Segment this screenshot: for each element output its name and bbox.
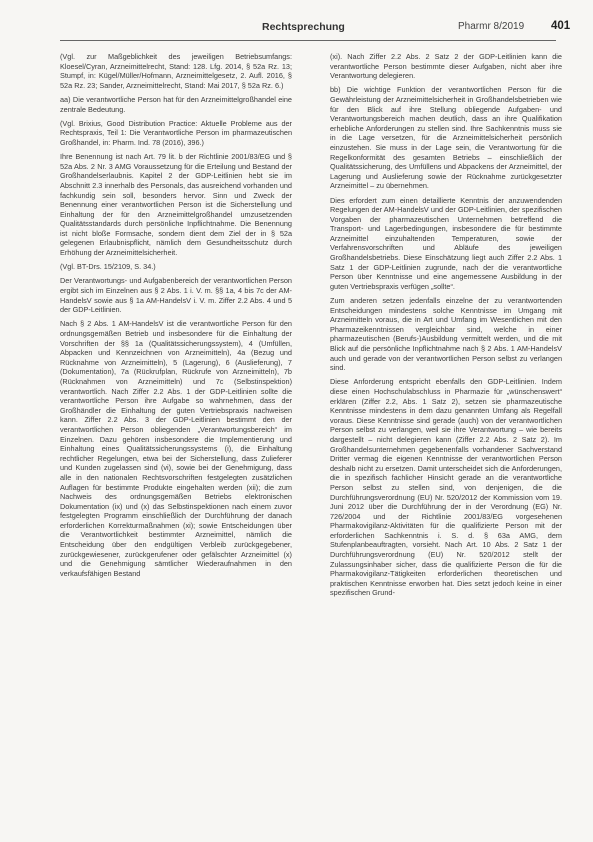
header-divider <box>60 40 556 41</box>
paragraph: (Vgl. BT-Drs. 15/2109, S. 34.) <box>60 262 156 272</box>
paragraph: Zum anderen setzen jedenfalls einzelne der zu verantwortenden Entscheidungen mindestens solche Kenntnisse im Umgang mit Arzneimitteln voraus, die in Art und Umfang im Wesentlichen mit den Pharmazeikenntnissen vergleichbar sind, welche in einer pharmazeutischen (Berufs-)Ausbildung vermittelt werden, und die mit Blick auf die persönliche Inpflichtnahme nach § 2 Abs. 1 AM-HandelsV auch und gerade von der verantwortlichen Person selbst zu verlangen sind. <box>330 296 562 373</box>
paragraph: (xi). Nach Ziffer 2.2 Abs. 2 Satz 2 der GDP-Leitlinien kann die verantwortliche Person bestimmte dieser Aufgaben, nicht aber ihre Verantwortung delegieren. <box>330 52 562 81</box>
journal-reference: Pharmr 8/2019 <box>458 21 525 32</box>
right-column <box>330 52 562 603</box>
paragraph: bb) Die wichtige Funktion der verantwortlichen Person für die Gewährleistung der Arzneimittelsicherheit in Großhandelsbetrieben wie für den Blick auf ihre Stellung obliegende Aufgaben- und Verantwortungsbereich machen deutlich, dass an ihre Qualifikation erhebliche Anforderungen zu stellen sind. Ihre Sachkenntnis muss sie in die Lage versetzen, für die Arzneimittelsicherheit persönlich einzustehen. Sie muss in der Lage sein, die Verantwortung für die Regelkonformität des gesamten Betriebs – einschließlich der Qualitätssicherung, des Umfüllens und Abpackens der Arzneimittel, der Lagerung und Auslieferung sowie der Rücknahme zurückgesetzter Arzneimittel – zu übernehmen. <box>330 85 562 191</box>
left-column <box>60 52 292 583</box>
paragraph: Ihre Benennung ist nach Art. 79 lit. b der Richtlinie 2001/83/EG und § 52a Abs. 2 Nr. 3 AMG Voraussetzung für die Erteilung und Bestand der Großhandelserlaubnis. Kapitel 2 der GDP-Leitlinien hebt sie im Abschnitt 2.3 innerhalb des Personals, das ausreichend vorhanden und fachkundig sein soll, besonders hervor. Sinn und Zweck der Benennung einer verantwortlichen Person ist die Sicherstellung und Einhaltung der für den Arzneimittelgroßhandel umzusetzenden Qualitätsstandards durch persönliche Inpflichtnahme. Die Benennung ist nicht bloße Formsache, sondern dient dem Ziel der in § 52a gelegenen Erlaubnispflicht, nämlich dem Gesundheitsschutz durch Erhöhung der Arzneimittelsicherheit. <box>60 152 292 258</box>
paragraph: Nach § 2 Abs. 1 AM-HandelsV ist die verantwortliche Person für den ordnungsgemäßen Betrieb und insbesondere für die Einhaltung der Vorschriften der §§ 1a (Qualitätssicherungssystem), 4 (Umfüllen, Abpacken und Kennzeichnen von Arzneimitteln), 4a (Bezug und Rücknahme von Arzneimitteln), 5 (Lagerung), 6 (Auslieferung), 7 (Dokumentation), 7a (Rückrufplan, Rückrufe von Arzneimitteln), 7b (Rücknahmen von Arzneimitteln) und 7c (Selbstinspektion) verantwortlich. Nach Ziffer 2.2 Abs. 1 der GDP-Leitlinien sollte die verantwortliche Person ihre Aufgabe so wahrnehmen, dass der Großhändler die Einhaltung der guten Vertriebspraxis nachweisen kann. Ziffer 2.2 Abs. 3 der GDP-Leitlinien bestimmt den der verantwortlichen Person obliegenden „Verantwortungsbereich“ im Einzelnen. Dazu gehören insbesondere die Implementierung und Einhaltung eines Qualitätssicherungssystems (i), die Einhaltung rechtlicher Regelungen, etwa bei der Sicherstellung, dass Zulieferer und Kunden zugelassen sind (vi), sowie bei der Genehmigung, dass alle in den nationalen Rechtsvorschriften festgelegten zusätzlichen Auflagen für bestimmte Produkte eingehalten werden (xii); die zum Nachweis des ordnungsgemäßen Betriebs elektronischen Dokumentation (ix) und (x) das Selbstinspektionen nach einem zuvor festgelegten Programm einschließlich der Durchführung der danach erforderlichen Korrekturmaßnahmen (xi); sowie Entscheidungen über die Verantwortlichkeit bestimmter Arzneimittel, nämlich die Entscheidung über den endgültigen Verbleib zurückgegebener, zurückgewiesener, zurückgerufener oder gefälschter Arzneimittel (x) und die Genehmigung sämtlicher Wiederaufnahmen in den verkaufsfähigen Bestand <box>60 319 292 578</box>
paragraph: Diese Anforderung entspricht ebenfalls den GDP-Leitlinien. Indem diese einen Hochschulabschluss in Pharmazie für „wünschenswert“ erklären (Ziffer 2.2, Abs. 1 Satz 2), setzen sie pharmazeutische Kenntnisse mindestens in dem dazu genannten Umfang als Regelfall voraus. Diese Kenntnisse sind gerade (auch) von der verantwortlichen Person selbst zu verlangen, weil sie ihre Verantwortung – wie bereits dargestellt – nicht delegieren kann (Ziffer 2.2 Abs. 2 Satz 2). Im Großhandelsunternehmen gegebenenfalls vorhandener Sachverstand Dritter vermag die eigenen Kenntnisse der verantwortlichen Person deshalb nicht zu ersetzen. Damit unterscheidet sich die Anforderungen, die in spezifisch fachlicher Hinsicht gerade an die verantwortliche Person selbst zu stellen sind, von denjenigen, die die Durchführungsverordnung (EU) Nr. 520/2012 der Kommission vom 19. Juni 2012 über die Durchführung der in der Verordnung (EG) Nr. 726/2004 und der Richtlinie 2001/83/EG vorgesehenen Pharmakovigilanz-Aktivitäten für die qualifizierte Person mit der erforderlichen Sachkenntnis i. S. d. § 63a AMG, dem Stufenplanbeauftragten, vorsieht. Nach Art. 10 Abs. 2 Satz 1 der Durchführungsverordnung (EU) Nr. 520/2012 stellt der Zulassungsinhaber sicher, dass die qualifizierte Person die für die Pharmakovigilanz-Tätigkeiten erforderlichen theoretischen und praktischen Kenntnisse erworben hat. Dies setzt jedoch keine in einer spezifischen Grund- <box>330 377 562 598</box>
page-header <box>0 18 593 40</box>
paragraph: (Vgl. zur Maßgeblichkeit des jeweiligen Betriebsumfangs: Kloesel/Cyran, Arzneimittelrecht, Stand: 128. Lfg. 2014, § 52a Rz. 13; Stumpf, in: Kügel/Müller/Hofmann, Arzneimittelgesetz, 2. Aufl. 2016, § 52a Rz. 23; Sander, Arzneimittelrecht, Stand: Mai 2017, § 52a Rz. 6.) <box>60 52 292 90</box>
page-number: 401 <box>551 20 571 32</box>
paragraph: Dies erfordert zum einen detaillierte Kenntnis der anzuwendenden Regelungen der AM-HandelsV und der GDP-Leitlinien, der spezifischen Vorgaben der pharmazeutischen Unternehmen betreffend die Transport- und Lagerbedingungen, insbesondere die für bestimmte Arzneimittel einzuhaltenden Temperaturen, sowie der Verfahrensvorschriften und Abläufe des jeweiligen Großhandelsbetriebs. Diese Einschätzung liegt auch Ziffer 2.2 Abs. 1 Satz 1 der GDP-Leitlinien zugrunde, nach der die verantwortliche Person über Kenntnisse und eine angemessene Ausbildung in der guten Vertriebspraxis verfügen „sollte“. <box>330 195 562 291</box>
paragraph: aa) Die verantwortliche Person hat für den Arzneimittelgroßhandel eine zentrale Bedeutung. <box>60 94 292 114</box>
section-label: Rechtsprechung <box>262 21 345 33</box>
paragraph: Der Verantwortungs- und Aufgabenbereich der verantwortlichen Person ergibt sich im Einzelnen aus § 2 Abs. 1 i. V. m. §§ 1a, 4 bis 7c der AM-HandelsV sowie aus § 1a AM-HandelsV i. V. m. Ziffer 2.2 Abs. 4 und 5 der GDP-Leitlinien. <box>60 276 292 315</box>
paragraph: (Vgl. Brixius, Good Distribution Practice: Aktuelle Probleme aus der Rechtspraxis, Teil 1: Die Verantwortliche Person im pharmazeutischen Großhandel, in: Pharm. Ind. 78 (2016), 396.) <box>60 118 292 147</box>
